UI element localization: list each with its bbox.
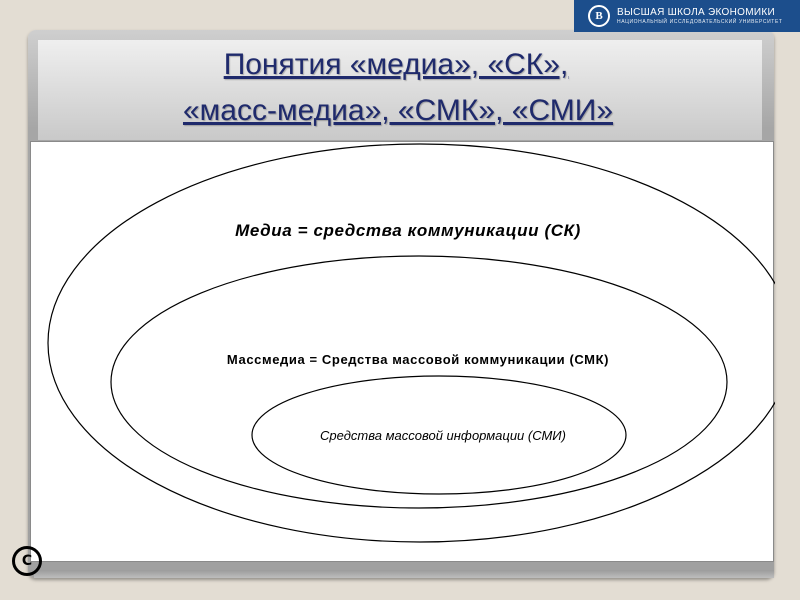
nested-ellipses-diagram bbox=[31, 142, 775, 563]
slide-title-line-1: Понятия «медиа», «СК», bbox=[223, 48, 569, 81]
title-area bbox=[38, 40, 762, 140]
outer-ellipse-label: Медиа = средства коммуникации (СК) bbox=[235, 221, 581, 240]
slide-title-line-2: «масс-медиа», «СМК», «СМИ» bbox=[182, 94, 614, 127]
hse-logo bbox=[574, 0, 800, 32]
slide-bottom-bar bbox=[34, 570, 774, 578]
middle-ellipse-label: Массмедиа = Средства массовой коммуникации (СМК) bbox=[226, 352, 610, 367]
outer-ellipse-media bbox=[48, 144, 775, 542]
middle-ellipse-massmedia bbox=[111, 256, 727, 508]
copyright-icon: C bbox=[12, 546, 42, 576]
hse-logo-text bbox=[617, 8, 783, 25]
hse-logo-name: ВЫСШАЯ ШКОЛА ЭКОНОМИКИ bbox=[617, 6, 775, 18]
hse-emblem-icon: В bbox=[588, 5, 610, 27]
hse-logo-subtitle: НАЦИОНАЛЬНЫЙ ИССЛЕДОВАТЕЛЬСКИЙ УНИВЕРСИТЕТ bbox=[617, 18, 783, 25]
diagram-content-box bbox=[30, 141, 774, 562]
inner-ellipse-label: Средства массовой информации (СМИ) bbox=[320, 428, 566, 443]
